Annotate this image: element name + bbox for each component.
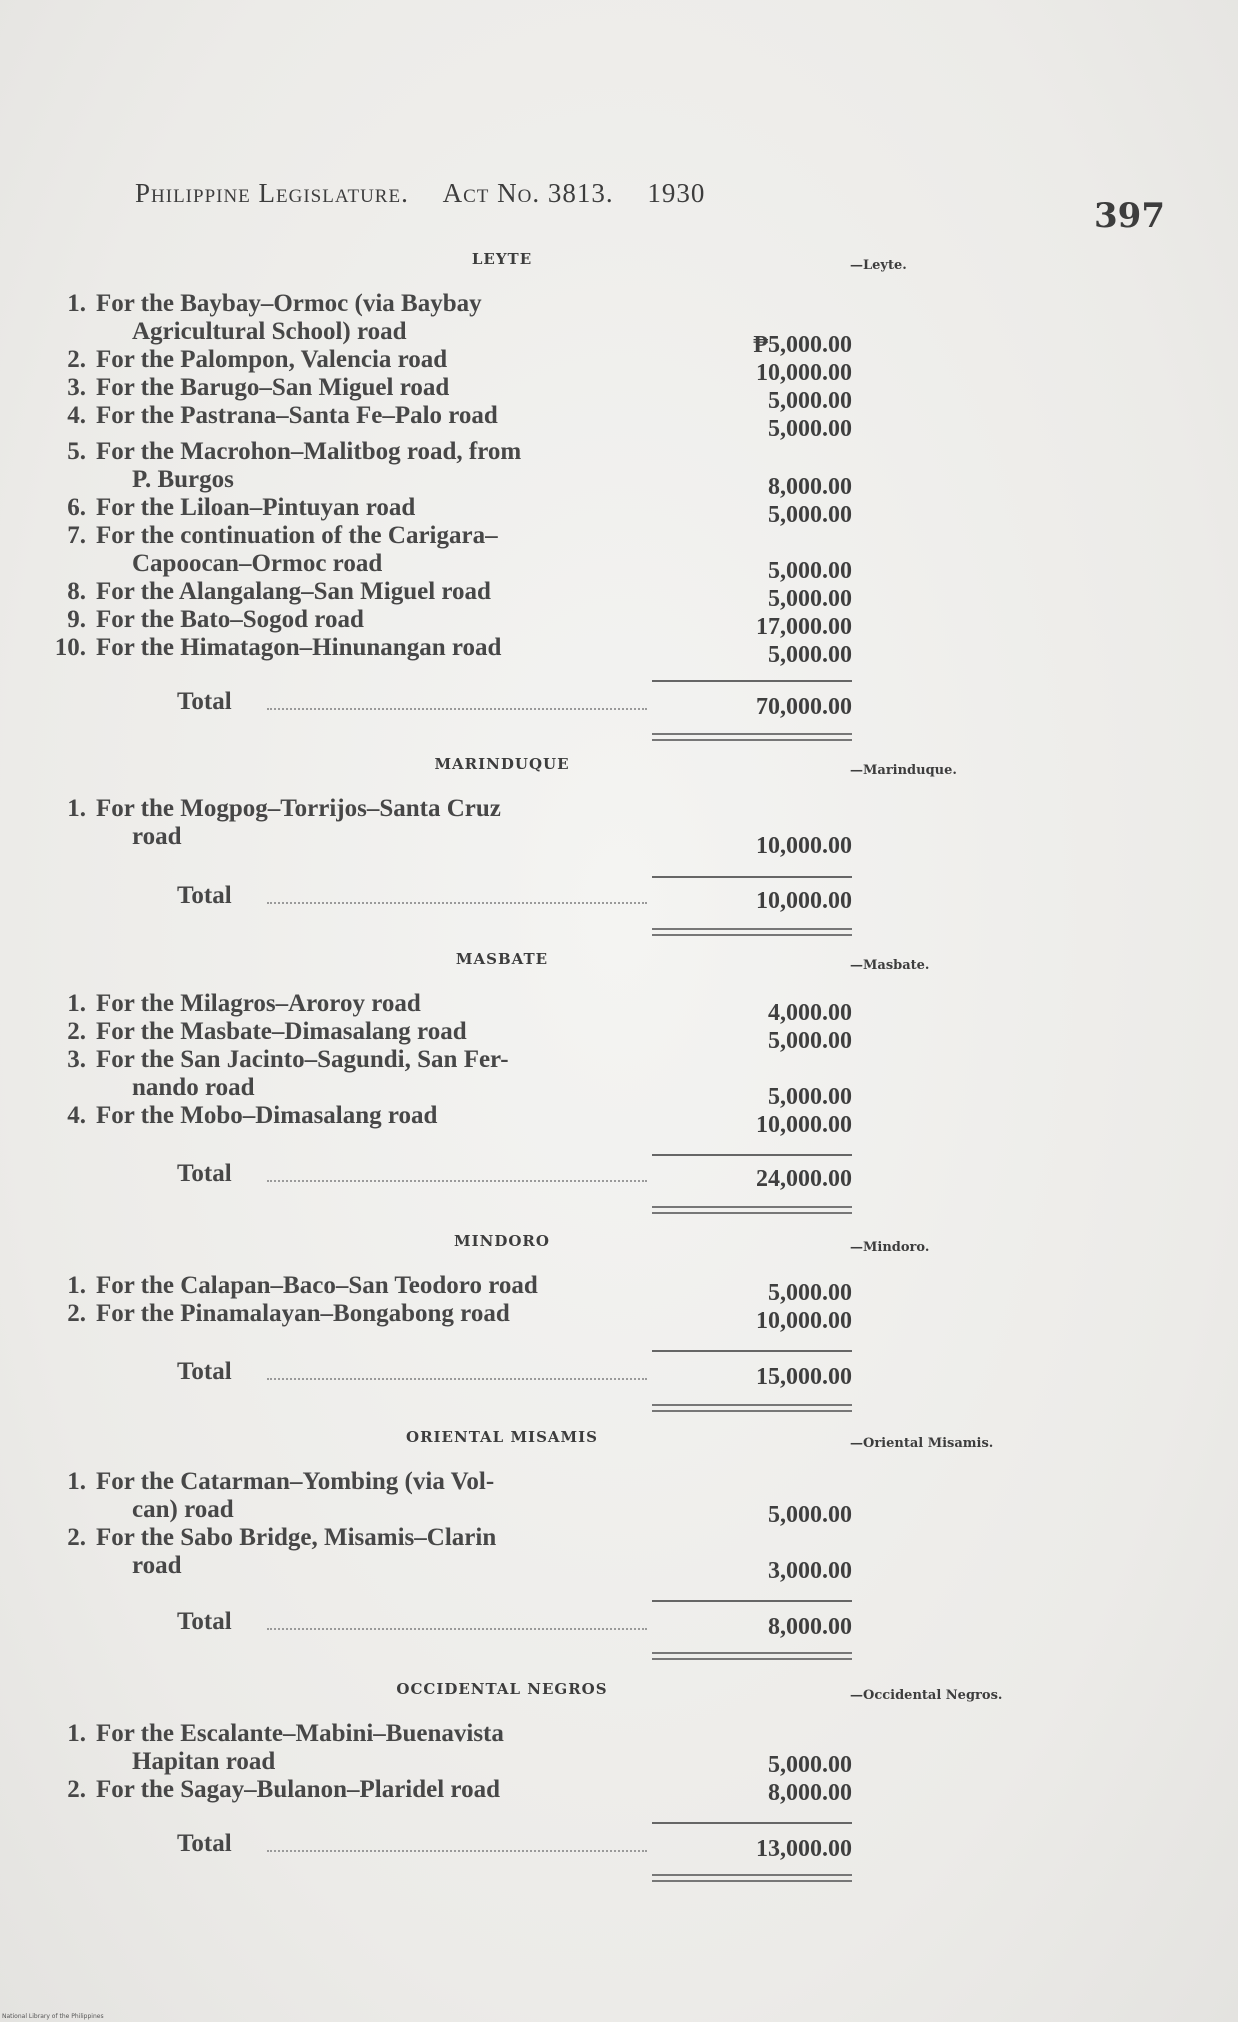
- item-amount: 5,000.00: [768, 388, 852, 414]
- margin-note: —Oriental Misamis.: [850, 1436, 994, 1451]
- item-amount: 17,000.00: [756, 614, 852, 640]
- item-text-line: For the San Jacinto–Sagundi, San Fer-: [96, 1046, 509, 1073]
- total-label: Total: [177, 882, 232, 909]
- line-item: [52, 1468, 652, 1523]
- item-text-line: Agricultural School) road: [132, 317, 407, 345]
- section-title: MASBATE: [455, 950, 549, 968]
- sum-rule: [652, 1154, 852, 1156]
- total-double-rule: [652, 1206, 852, 1214]
- section-title: MINDORO: [454, 1232, 550, 1250]
- total-label: Total: [177, 1830, 232, 1857]
- item-amount: 5,000.00: [768, 416, 852, 442]
- total-label: Total: [177, 688, 232, 715]
- item-text-line: For the Palompon, Valencia road: [96, 346, 448, 373]
- item-number: 10.: [54, 634, 86, 661]
- total-label: Total: [177, 1160, 232, 1187]
- item-text-line: For the Alangalang–San Miguel road: [96, 578, 491, 605]
- margin-note: —Mindoro.: [850, 1240, 930, 1255]
- item-amount: 10,000.00: [756, 360, 852, 386]
- line-item: [52, 990, 652, 1018]
- section-total: 13,000.00: [756, 1836, 852, 1862]
- item-text-line: For the Himatagon–Hinunangan road: [96, 634, 502, 661]
- item-number: 9.: [67, 606, 86, 633]
- item-number: 1.: [67, 1272, 86, 1299]
- total-leader-dots: [267, 1368, 647, 1380]
- line-item: [52, 1018, 652, 1046]
- item-number: 7.: [67, 522, 86, 549]
- item-text-line: For the Milagros–Aroroy road: [96, 990, 421, 1017]
- item-amount: 8,000.00: [768, 1780, 852, 1806]
- total-double-rule: [652, 733, 852, 741]
- sum-rule: [652, 1350, 852, 1352]
- line-item: [52, 346, 652, 374]
- item-text-line: road: [132, 1551, 182, 1579]
- total-leader-dots: [267, 1840, 647, 1852]
- item-text-line: For the Mobo–Dimasalang road: [96, 1102, 438, 1129]
- line-item: [52, 1300, 652, 1328]
- item-number: 2.: [67, 1776, 86, 1803]
- item-number: 2.: [67, 1018, 86, 1045]
- item-text-line: For the Sagay–Bulanon–Plaridel road: [96, 1776, 500, 1803]
- item-number: 4.: [67, 1102, 86, 1129]
- item-text-line: For the Sabo Bridge, Misamis–Clarin: [96, 1524, 497, 1551]
- line-item: [52, 795, 652, 850]
- item-amount: 5,000.00: [768, 1502, 852, 1528]
- line-item: [52, 1524, 652, 1579]
- item-text-line: For the Baybay–Ormoc (via Baybay: [96, 290, 482, 317]
- item-text-line: For the continuation of the Carigara–: [96, 522, 498, 549]
- item-amount: 5,000.00: [768, 1028, 852, 1054]
- item-amount: 5,000.00: [768, 642, 852, 668]
- sum-rule: [652, 876, 852, 878]
- total-leader-dots: [267, 1170, 647, 1182]
- footer-credit: National Library of the Philippines: [2, 2013, 104, 2020]
- total-double-rule: [652, 1874, 852, 1882]
- section-title: MARINDUQUE: [434, 755, 570, 773]
- item-text-line: For the Barugo–San Miguel road: [96, 374, 450, 401]
- total-leader-dots: [267, 698, 647, 710]
- margin-note: —Masbate.: [850, 958, 930, 973]
- item-number: 2.: [67, 1300, 86, 1327]
- item-number: 1.: [67, 1468, 86, 1495]
- item-number: 3.: [67, 374, 86, 401]
- line-item: [52, 1102, 652, 1130]
- item-amount: 5,000.00: [768, 586, 852, 612]
- item-text-line: For the Mogpog–Torrijos–Santa Cruz: [96, 795, 501, 822]
- page-number: 397: [1094, 196, 1165, 236]
- item-amount: 5,000.00: [768, 1280, 852, 1306]
- running-header: [135, 178, 1135, 209]
- section-title: LEYTE: [471, 250, 533, 268]
- item-number: 1.: [67, 290, 86, 317]
- item-number: 2.: [67, 1524, 86, 1551]
- item-amount: 10,000.00: [756, 1112, 852, 1138]
- line-item: [52, 494, 652, 522]
- margin-note: —Leyte.: [850, 258, 907, 273]
- margin-note: —Marinduque.: [850, 763, 957, 778]
- item-number: 1.: [67, 795, 86, 822]
- item-text-line: road: [132, 822, 182, 850]
- line-item: [52, 1720, 652, 1775]
- item-text-line: For the Escalante–Mabini–Buenavista: [96, 1720, 504, 1747]
- section-total: 10,000.00: [756, 888, 852, 914]
- item-amount: 4,000.00: [768, 1000, 852, 1026]
- item-text-line: For the Pinamalayan–Bongabong road: [96, 1300, 510, 1327]
- item-amount: ₱5,000.00: [753, 332, 852, 358]
- line-item: [52, 1776, 652, 1804]
- item-text-line: For the Bato–Sogod road: [96, 606, 364, 633]
- line-item: [52, 578, 652, 606]
- item-text-line: For the Calapan–Baco–San Teodoro road: [96, 1272, 538, 1299]
- header-year: 1930: [647, 178, 706, 208]
- item-text-line: For the Liloan–Pintuyan road: [96, 494, 416, 521]
- line-item: [52, 1046, 652, 1101]
- item-number: 5.: [67, 438, 86, 465]
- item-text-line: can) road: [132, 1495, 234, 1523]
- item-number: 2.: [67, 346, 86, 373]
- item-amount: 3,000.00: [768, 1558, 852, 1584]
- line-item: [52, 634, 652, 662]
- total-double-rule: [652, 928, 852, 936]
- item-amount: 8,000.00: [768, 474, 852, 500]
- item-text-line: Hapitan road: [132, 1747, 276, 1775]
- total-leader-dots: [267, 1618, 647, 1630]
- item-amount: 10,000.00: [756, 1308, 852, 1334]
- sum-rule: [652, 1822, 852, 1824]
- header-act: Act No. 3813.: [442, 178, 614, 208]
- item-text-line: Capoocan–Ormoc road: [132, 549, 383, 577]
- total-double-rule: [652, 1652, 852, 1660]
- total-label: Total: [177, 1608, 232, 1635]
- sum-rule: [652, 1600, 852, 1602]
- item-amount: 5,000.00: [768, 1752, 852, 1778]
- margin-note: —Occidental Negros.: [850, 1688, 1003, 1703]
- item-text-line: For the Macrohon–Malitbog road, from: [96, 438, 522, 465]
- item-number: 3.: [67, 1046, 86, 1073]
- item-text-line: For the Masbate–Dimasalang road: [96, 1018, 467, 1045]
- item-text-line: For the Pastrana–Santa Fe–Palo road: [96, 402, 498, 429]
- item-amount: 5,000.00: [768, 502, 852, 528]
- item-number: 1.: [67, 1720, 86, 1747]
- sum-rule: [652, 680, 852, 682]
- item-text-line: For the Catarman–Yombing (via Vol-: [96, 1468, 495, 1495]
- line-item: [52, 374, 652, 402]
- item-text-line: nando road: [132, 1073, 255, 1101]
- line-item: [52, 290, 652, 345]
- item-amount: 10,000.00: [756, 833, 852, 859]
- item-amount: 5,000.00: [768, 558, 852, 584]
- section-total: 8,000.00: [768, 1614, 852, 1640]
- total-double-rule: [652, 1404, 852, 1412]
- item-number: 4.: [67, 402, 86, 429]
- section-total: 15,000.00: [756, 1364, 852, 1390]
- line-item: [52, 402, 652, 430]
- section-title: OCCIDENTAL NEGROS: [396, 1680, 608, 1698]
- item-amount: 5,000.00: [768, 1084, 852, 1110]
- header-legislature: Philippine Legislature.: [135, 178, 409, 208]
- line-item: [52, 606, 652, 634]
- item-number: 6.: [67, 494, 86, 521]
- section-title: ORIENTAL MISAMIS: [406, 1428, 598, 1446]
- total-label: Total: [177, 1358, 232, 1385]
- total-leader-dots: [267, 892, 647, 904]
- item-text-line: P. Burgos: [132, 465, 234, 493]
- line-item: [52, 522, 652, 577]
- item-number: 8.: [67, 578, 86, 605]
- item-number: 1.: [67, 990, 86, 1017]
- section-total: 70,000.00: [756, 694, 852, 720]
- line-item: [52, 1272, 652, 1300]
- line-item: [52, 438, 652, 493]
- section-total: 24,000.00: [756, 1166, 852, 1192]
